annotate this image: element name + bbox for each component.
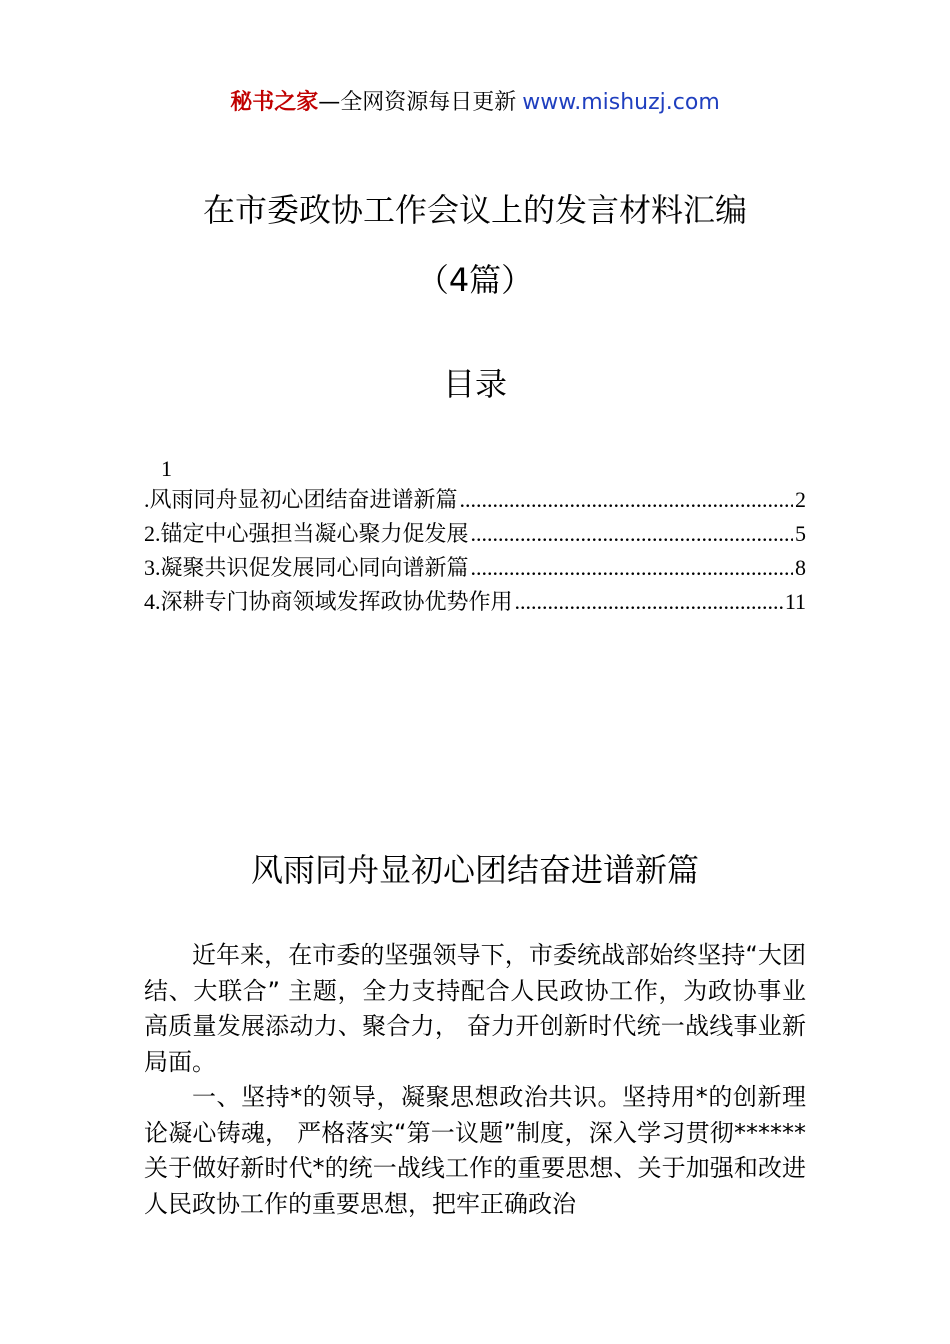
site-header [0,88,950,118]
toc-leader-dots [471,551,793,585]
toc-entry-4[interactable] [144,585,806,619]
toc-heading: 目录 [442,365,507,403]
toc-entry-label: 风雨同舟显初心团结奋进谱新篇 [149,488,458,513]
toc-entry-2[interactable] [144,517,806,551]
toc-leader-dots [460,483,793,517]
toc-entry-3[interactable] [144,551,806,585]
toc-entry-page: 11 [784,589,806,614]
toc-entry-1[interactable] [144,483,806,517]
toc-entry-number: 3. [144,555,161,580]
toc-leader-dots [471,517,793,551]
toc-entry-number: . [144,487,150,512]
toc-entry-number: 2. [144,521,161,546]
toc-first-number: 1 [161,456,172,481]
site-slogan: —全网资源每日更新 [318,90,517,115]
table-of-contents [144,455,806,619]
toc-entry-page: 5 [795,521,806,546]
site-url-link[interactable]: www.mishuzj.com [522,90,720,115]
toc-leader-dots [515,585,783,619]
article-paragraph: 一、坚持*的领导，凝聚思想政治共识。坚持用*的创新理论凝心铸魂， 严格落实“第一议题”制度，深入学习贯彻******关于做好新时代*的统一战线工作的重要思想、关于加强和改进人民政协工作的重要思想，把牢正确政治 [144,1083,806,1218]
article-body [144,938,806,1222]
article-title: 风雨同舟显初心团结奋进谱新篇 [250,851,699,889]
document-title: 在市委政协工作会议上的发言材料汇编 [202,191,747,229]
article-paragraph: 近年来，在市委的坚强领导下，市委统战部始终坚持“大团结、大联合” 主题，全力支持配合人民政协工作，为政协事业高质量发展添动力、聚合力， 奋力开创新时代统一战线事业新局面。 [144,941,806,1076]
toc-entry-label: 锚定中心强担当凝心聚力促发展 [160,522,469,547]
toc-entry-page: 2 [795,487,806,512]
site-brand: 秘书之家 [230,90,319,115]
document-subtitle: （4篇） [416,261,534,299]
toc-entry-number: 4. [144,589,161,614]
toc-entry-label: 凝聚共识促发展同心同向谱新篇 [160,556,469,581]
toc-entry-label: 深耕专门协商领域发挥政协优势作用 [160,590,513,615]
toc-entry-page: 8 [795,555,806,580]
